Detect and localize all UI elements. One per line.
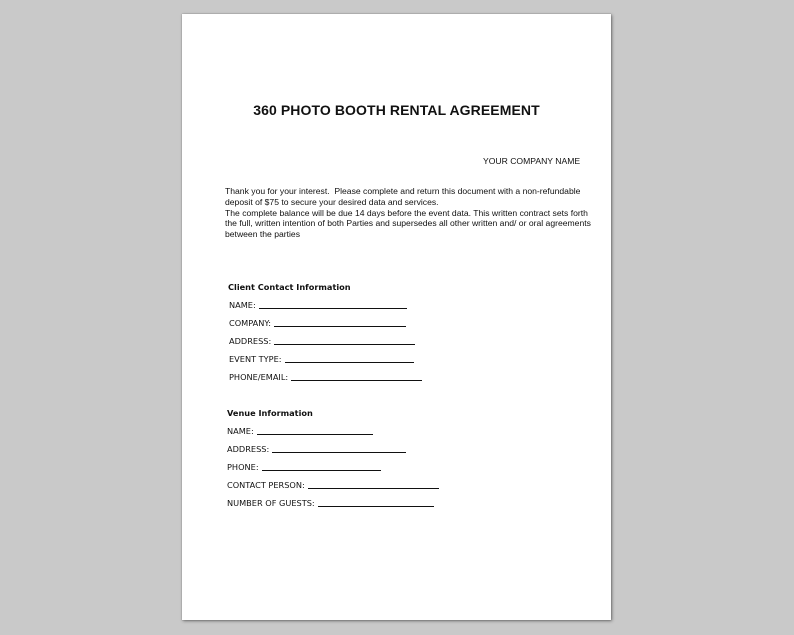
field-label: NUMBER OF GUESTS: <box>227 498 315 508</box>
field-label: PHONE: <box>227 462 259 472</box>
field-label: ADDRESS: <box>227 444 270 454</box>
fill-in-line[interactable] <box>274 337 415 345</box>
fill-in-line[interactable] <box>274 319 406 327</box>
fill-in-line[interactable] <box>308 481 439 489</box>
fill-in-line[interactable] <box>318 499 434 507</box>
document-title: 360 PHOTO BOOTH RENTAL AGREEMENT <box>253 102 540 118</box>
intro-paragraph: Thank you for your interest. Please complete and return this document with a non-refundable deposit of $75 to secure your desired data and services. <box>225 186 583 207</box>
venue-address-field[interactable] <box>227 444 406 454</box>
client-company-field[interactable] <box>229 318 406 328</box>
client-event-type-field[interactable] <box>229 354 414 364</box>
fill-in-line[interactable] <box>259 301 407 309</box>
venue-name-field[interactable] <box>227 426 373 436</box>
fill-in-line[interactable] <box>285 355 414 363</box>
intro-text <box>225 186 597 240</box>
document-page <box>182 14 611 620</box>
fill-in-line[interactable] <box>272 445 406 453</box>
fill-in-line[interactable] <box>291 373 422 381</box>
field-label: PHONE/EMAIL: <box>229 372 289 382</box>
field-label: ADDRESS: <box>229 336 272 346</box>
venue-number-of-guests-field[interactable] <box>227 498 434 508</box>
field-label: CONTACT PERSON: <box>227 480 305 490</box>
field-label: COMPANY: <box>229 318 272 328</box>
client-section-heading: Client Contact Information <box>228 282 351 292</box>
field-label: NAME: <box>229 300 256 310</box>
fill-in-line[interactable] <box>262 463 381 471</box>
company-name: YOUR COMPANY NAME <box>483 156 581 166</box>
venue-section-heading: Venue Information <box>227 408 313 418</box>
client-name-field[interactable] <box>229 300 407 310</box>
field-label: EVENT TYPE: <box>229 354 282 364</box>
intro-paragraph: The complete balance will be due 14 days before the event data. This written contract sets forth the full, written intention of both Parties and supersedes all other written and/ or oral agreements between the parties <box>225 207 594 240</box>
venue-phone-field[interactable] <box>227 462 381 472</box>
venue-contact-person-field[interactable] <box>227 480 439 490</box>
field-label: NAME: <box>227 426 254 436</box>
client-address-field[interactable] <box>229 336 415 346</box>
client-phone-email-field[interactable] <box>229 372 422 382</box>
fill-in-line[interactable] <box>257 427 373 435</box>
